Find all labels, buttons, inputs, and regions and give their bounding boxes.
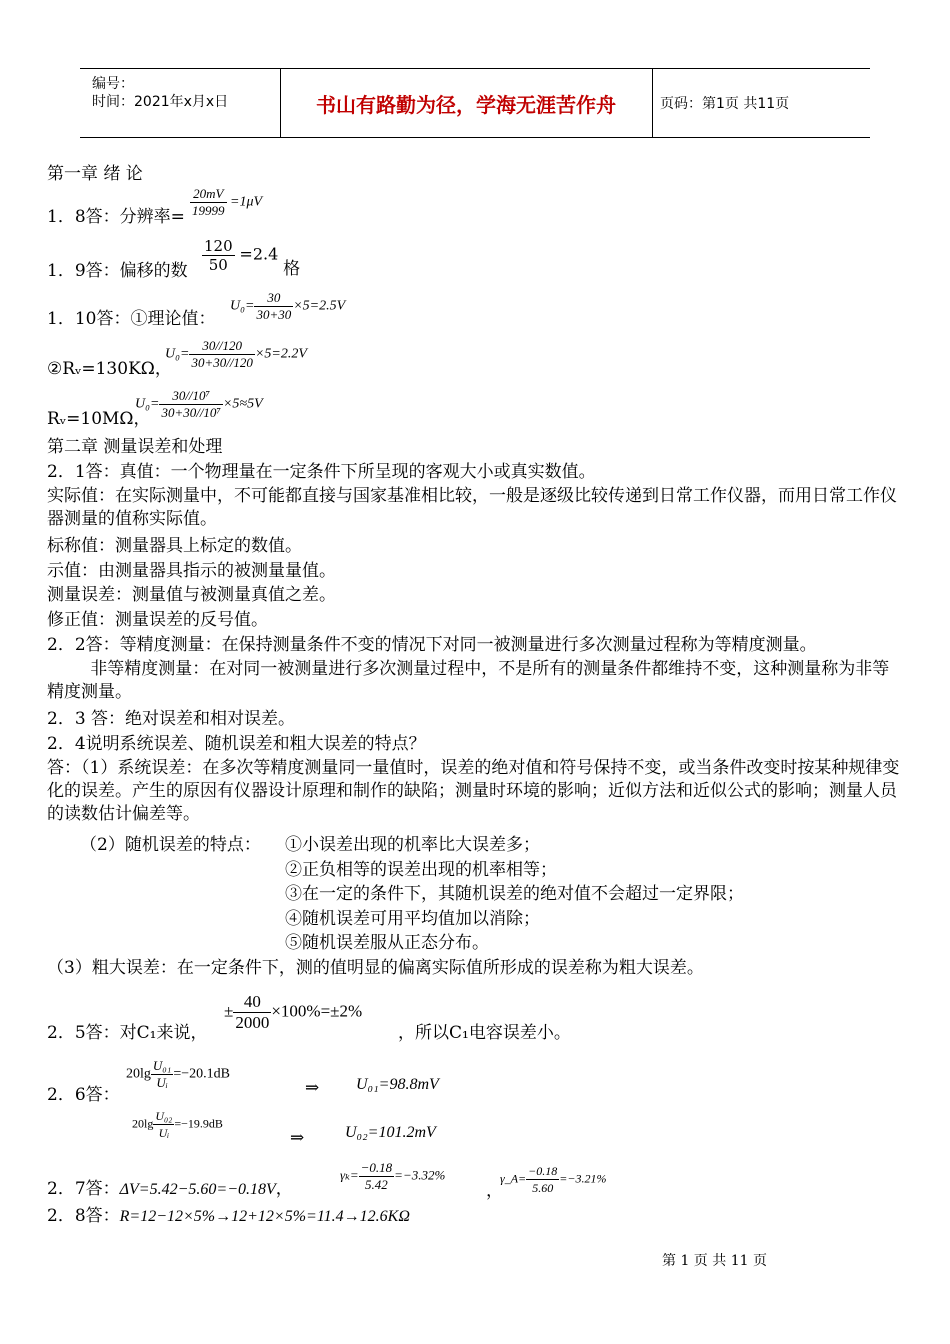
answer-2-3: 2．3 答：绝对误差和相对误差。 — [47, 709, 296, 729]
question-2-4: 2．4说明系统误差、随机误差和粗大误差的特点？ — [47, 734, 426, 754]
answer-2-6a-formula — [126, 1058, 230, 1091]
answer-2-7-gamma-k — [340, 1160, 445, 1193]
header-meta — [80, 69, 281, 137]
q1-10b — [47, 358, 172, 380]
answer-2-5-formula — [224, 992, 362, 1033]
answer-2-1: 2．1答：真值：一个物理量在一定条件下所呈现的客观大小或真实数值。 — [47, 462, 596, 482]
answer-2-7-gk-num: −0.18 — [360, 1160, 393, 1175]
answer-2-1-actual: 实际值：在实际测量中，不可能都直接与国家基准相比较，一般是逐级比较传递到日常工作仪器，而用日常工作仪器测量的值称实际值。 — [47, 486, 897, 529]
answer-2-5-num: 40 — [233, 992, 271, 1013]
answer-2-7 — [47, 1178, 293, 1201]
q1-9-num: 120 — [204, 237, 233, 255]
answer-2-4-gross: （3）粗大误差：在一定条件下，测的值明显的偏离实际值所形成的误差称为粗大误差。 — [47, 958, 704, 978]
q1-10b-prefix: ②Rᵥ=130KΩ， — [47, 359, 172, 379]
answer-2-6a-num: U₀₁ — [152, 1058, 172, 1073]
answer-2-6b-lhs: 20lg — [132, 1116, 154, 1131]
answer-2-8-prefix: 2．8答： — [47, 1206, 120, 1226]
q1-8-num: 20mV — [190, 186, 227, 203]
page-footer: 第 1 页 共 11 页 — [662, 1253, 767, 1269]
q1-10-prefix: 1．10答：①理论值： — [47, 309, 216, 329]
q1-9-prefix: 1．9答：偏移的数 — [47, 261, 188, 281]
random-item: ②正负相等的误差出现的机率相等； — [285, 860, 557, 880]
random-item: ⑤随机误差服从正态分布。 — [285, 933, 489, 953]
q1-8-formula — [190, 186, 262, 219]
answer-2-7-ga-lhs: γ_A= — [500, 1171, 527, 1186]
answer-2-6b-arrow: ⇒ — [290, 1128, 305, 1148]
answer-2-7-ga-num: −0.18 — [528, 1164, 558, 1178]
q1-10c-result: ×5≈5V — [222, 396, 263, 412]
answer-2-7-ga-den: 5.60 — [532, 1181, 554, 1195]
answer-2-4-random-label: （2）随机误差的特点： — [80, 835, 261, 855]
q1-8-den: 19999 — [192, 203, 225, 218]
q1-8-result: =1μV — [230, 194, 263, 210]
q1-10b-num: 30//120 — [189, 338, 255, 355]
answer-2-1-nominal: 标称值：测量器具上标定的数值。 — [47, 536, 302, 556]
q1-8-prefix: 1．8答：分辨率= — [47, 207, 185, 227]
answer-2-5-den: 2000 — [235, 1013, 270, 1032]
page-header — [80, 68, 870, 138]
answer-2-6a-lhs: 20lg — [126, 1066, 151, 1082]
answer-2-6a-output: U₀₁=98.8mV — [356, 1076, 439, 1093]
answer-2-7-sep: ， — [275, 1179, 293, 1199]
answer-2-7-gk-lhs: γₖ= — [340, 1167, 359, 1183]
q1-8 — [47, 206, 185, 228]
q1-10-result: ×5=2.5V — [293, 298, 346, 314]
chapter2-title: 第二章 测量误差和处理 — [47, 437, 223, 457]
answer-2-5-result: ×100%=±2% — [271, 1001, 363, 1021]
q1-9-result: =2.4 — [239, 244, 279, 264]
q1-10c-den: 30+30//10⁷ — [161, 405, 221, 420]
answer-2-8 — [47, 1205, 410, 1228]
q1-10b-den: 30+30//120 — [191, 355, 253, 370]
doc-time: 时间：2021年x月x日 — [92, 94, 229, 110]
q1-10-den: 30+30 — [256, 307, 292, 322]
answer-2-5-prefix: 2．5答：对C₁来说， — [47, 1023, 208, 1043]
q1-10b-lhs: U₀= — [165, 346, 190, 362]
answer-2-7-dv: ΔV=5.42−5.60=−0.18V — [119, 1181, 276, 1198]
random-item: ①小误差出现的机率比大误差多； — [285, 835, 540, 855]
answer-2-7-sep2: ， — [486, 1181, 503, 1201]
answer-2-6b-output: U₀₂=101.2mV — [345, 1124, 436, 1141]
q1-9-unit: 格 — [283, 258, 301, 279]
q1-9-formula — [202, 237, 301, 279]
answer-2-5-pm: ± — [224, 1001, 234, 1021]
header-page-info: 页码：第1页 共11页 — [660, 96, 790, 112]
answer-2-6b-result: =−19.9dB — [174, 1116, 223, 1131]
answer-2-2-b: 非等精度测量：在对同一被测量进行多次测量过程中，不是所有的测量条件都维持不变，这种测量称为非等精度测量。 — [47, 659, 890, 702]
q1-9-den: 50 — [208, 256, 228, 274]
chapter1-title: 第一章 绪 论 — [47, 164, 143, 184]
answer-2-5-suffix: ，所以C₁电容误差小。 — [398, 1023, 571, 1043]
answer-2-8-eq: R=12−12×5%→12+12×5%=11.4→12.6KΩ — [119, 1208, 410, 1225]
q1-10-lhs: U₀= — [230, 298, 255, 314]
answer-2-6b-num: U₀₂ — [155, 1109, 173, 1123]
answer-2-1-error: 测量误差：测量值与被测量真值之差。 — [47, 585, 336, 605]
doc-code: 编号： — [92, 76, 134, 92]
answer-2-6b-den: Uᵢ — [158, 1126, 170, 1140]
q1-10-num: 30 — [254, 290, 293, 307]
answer-2-7-gk-result: =−3.32% — [394, 1167, 446, 1183]
answer-2-6a-den: Uᵢ — [156, 1075, 168, 1090]
q1-10b-formula — [165, 338, 307, 371]
answer-2-6b-formula — [132, 1108, 223, 1141]
answer-2-6a-arrow: ⇒ — [305, 1078, 320, 1098]
answer-2-6a-result: =−20.1dB — [173, 1066, 230, 1082]
q1-10c-formula — [135, 388, 263, 421]
answer-2-6-prefix: 2．6答： — [47, 1085, 120, 1105]
q1-10c-prefix: Rᵥ=10MΩ， — [47, 409, 151, 429]
header-motto: 书山有路勤为径，学海无涯苦作舟 — [280, 69, 653, 137]
answer-2-7-gk-den: 5.42 — [365, 1177, 388, 1192]
answer-2-1-correction: 修正值：测量误差的反号值。 — [47, 610, 268, 630]
answer-2-7-ga-result: =−3.21% — [559, 1171, 607, 1186]
q1-10c-num: 30//10⁷ — [159, 388, 223, 405]
random-item: ④随机误差可用平均值加以消除； — [285, 909, 540, 929]
q1-10c-lhs: U₀= — [135, 396, 160, 412]
answer-2-1-indicated: 示值：由测量器具指示的被测量量值。 — [47, 561, 336, 581]
answer-2-2: 2．2答：等精度测量：在保持测量条件不变的情况下对同一被测量进行多次测量过程称为等精度测量。 — [47, 635, 817, 655]
q1-9 — [47, 260, 188, 282]
q1-10-formula — [230, 290, 345, 323]
answer-2-4-systematic: 答：（1）系统误差：在多次等精度测量同一量值时，误差的绝对值和符号保持不变，或当条件改变时按某种规律变化的误差。产生的原因有仪器设计原理和制作的缺陷；测量时环境的影响；近似方法和近似公式的影响；测量人员的读数估计偏差等。 — [47, 758, 900, 824]
q1-10 — [47, 308, 215, 330]
answer-2-7-prefix: 2．7答： — [47, 1179, 120, 1199]
random-item: ③在一定的条件下，其随机误差的绝对值不会超过一定界限； — [285, 884, 744, 904]
q1-10b-result: ×5=2.2V — [254, 346, 307, 362]
answer-2-7-gamma-a — [500, 1163, 606, 1196]
